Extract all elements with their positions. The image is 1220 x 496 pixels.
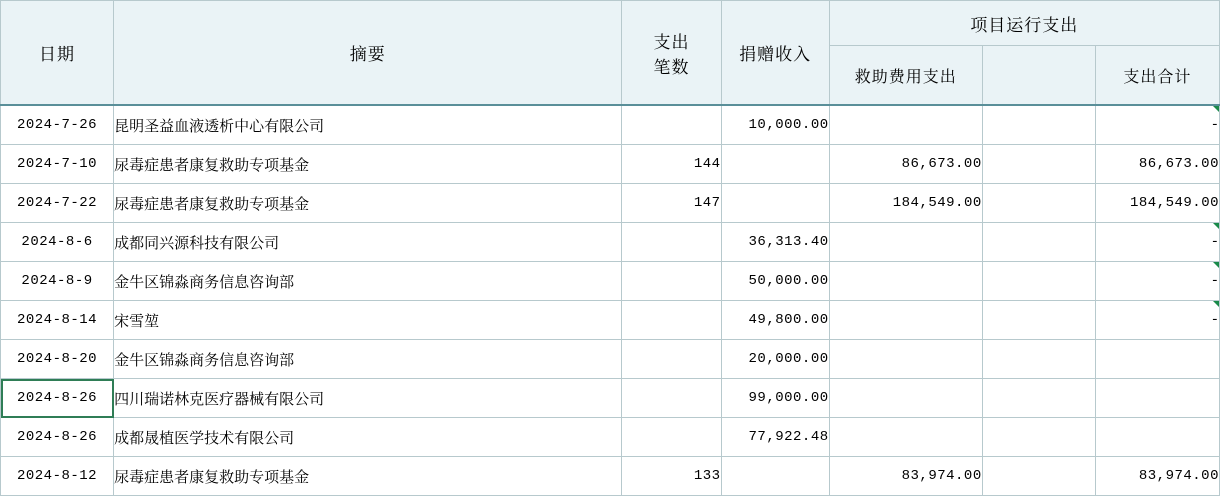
cell-count[interactable]: 133	[622, 457, 721, 496]
cell-date[interactable]: 2024-8-12	[1, 457, 114, 496]
cell-count[interactable]: 144	[622, 145, 721, 184]
cell-total-expense[interactable]: -	[1095, 223, 1219, 262]
cell-summary[interactable]: 成都晟植医学技术有限公司	[114, 418, 622, 457]
cell-aid-expense[interactable]: 83,974.00	[829, 457, 982, 496]
cell-aid-expense[interactable]: 86,673.00	[829, 145, 982, 184]
table-row[interactable]	[1, 223, 1220, 262]
cell-blank[interactable]	[982, 418, 1095, 457]
cell-summary[interactable]: 金牛区锦淼商务信息咨询部	[114, 262, 622, 301]
cell-blank[interactable]	[982, 457, 1095, 496]
header-project-expense-group[interactable]: 项目运行支出	[829, 1, 1219, 46]
table-row[interactable]	[1, 145, 1220, 184]
header-date[interactable]: 日期	[1, 1, 114, 106]
cell-donation-income[interactable]	[721, 184, 829, 223]
header-donation-income[interactable]: 捐赠收入	[721, 1, 829, 106]
cell-aid-expense[interactable]	[829, 379, 982, 418]
cell-summary[interactable]: 金牛区锦淼商务信息咨询部	[114, 340, 622, 379]
header-row-1	[1, 1, 1220, 46]
cell-blank[interactable]	[982, 184, 1095, 223]
cell-date[interactable]: 2024-8-26	[1, 418, 114, 457]
cell-count[interactable]	[622, 379, 721, 418]
cell-date[interactable]: 2024-8-9	[1, 262, 114, 301]
cell-blank[interactable]	[982, 301, 1095, 340]
cell-donation-income[interactable]: 49,800.00	[721, 301, 829, 340]
cell-donation-income[interactable]: 36,313.40	[721, 223, 829, 262]
cell-donation-income[interactable]: 99,000.00	[721, 379, 829, 418]
cell-date[interactable]: 2024-8-26	[1, 379, 114, 418]
cell-summary[interactable]: 四川瑞诺林克医疗器械有限公司	[114, 379, 622, 418]
cell-total-expense[interactable]: 184,549.00	[1095, 184, 1219, 223]
cell-donation-income[interactable]	[721, 145, 829, 184]
cell-blank[interactable]	[982, 223, 1095, 262]
table-row[interactable]	[1, 457, 1220, 496]
header-blank-column[interactable]	[982, 46, 1095, 106]
cell-total-expense[interactable]: -	[1095, 301, 1219, 340]
cell-aid-expense[interactable]	[829, 418, 982, 457]
cell-blank[interactable]	[982, 262, 1095, 301]
cell-donation-income[interactable]: 20,000.00	[721, 340, 829, 379]
cell-summary[interactable]: 宋雪堃	[114, 301, 622, 340]
cell-blank[interactable]	[982, 145, 1095, 184]
cell-donation-income[interactable]: 50,000.00	[721, 262, 829, 301]
table-row[interactable]	[1, 379, 1220, 418]
cell-count[interactable]: 147	[622, 184, 721, 223]
cell-count[interactable]	[622, 418, 721, 457]
cell-date[interactable]: 2024-8-14	[1, 301, 114, 340]
header-aid-expense[interactable]: 救助费用支出	[829, 46, 982, 106]
cell-total-expense[interactable]: 83,974.00	[1095, 457, 1219, 496]
cell-date[interactable]: 2024-7-26	[1, 105, 114, 145]
cell-date[interactable]: 2024-8-20	[1, 340, 114, 379]
cell-total-expense[interactable]	[1095, 379, 1219, 418]
cell-aid-expense[interactable]	[829, 340, 982, 379]
cell-donation-income[interactable]: 77,922.48	[721, 418, 829, 457]
table-row[interactable]	[1, 301, 1220, 340]
table-body	[1, 105, 1220, 496]
cell-summary[interactable]: 成都同兴源科技有限公司	[114, 223, 622, 262]
table-row[interactable]	[1, 418, 1220, 457]
cell-summary[interactable]: 尿毒症患者康复救助专项基金	[114, 145, 622, 184]
cell-count[interactable]	[622, 301, 721, 340]
cell-date[interactable]: 2024-7-22	[1, 184, 114, 223]
cell-count[interactable]	[622, 340, 721, 379]
header-count[interactable]	[622, 1, 721, 106]
cell-blank[interactable]	[982, 379, 1095, 418]
cell-date[interactable]: 2024-7-10	[1, 145, 114, 184]
cell-summary[interactable]: 尿毒症患者康复救助专项基金	[114, 457, 622, 496]
cell-total-expense[interactable]	[1095, 418, 1219, 457]
cell-total-expense[interactable]	[1095, 340, 1219, 379]
cell-blank[interactable]	[982, 105, 1095, 145]
cell-donation-income[interactable]	[721, 457, 829, 496]
cell-aid-expense[interactable]	[829, 301, 982, 340]
cell-total-expense[interactable]: 86,673.00	[1095, 145, 1219, 184]
table-row[interactable]	[1, 340, 1220, 379]
cell-aid-expense[interactable]	[829, 105, 982, 145]
header-total-expense[interactable]: 支出合计	[1095, 46, 1219, 106]
cell-donation-income[interactable]: 10,000.00	[721, 105, 829, 145]
cell-aid-expense[interactable]: 184,549.00	[829, 184, 982, 223]
header-count-line2: 笔数	[653, 57, 690, 77]
cell-blank[interactable]	[982, 340, 1095, 379]
cell-summary[interactable]: 尿毒症患者康复救助专项基金	[114, 184, 622, 223]
cell-aid-expense[interactable]	[829, 223, 982, 262]
header-count-line1: 支出	[653, 32, 690, 52]
table-row[interactable]	[1, 184, 1220, 223]
table-row[interactable]	[1, 105, 1220, 145]
cell-summary[interactable]: 昆明圣益血液透析中心有限公司	[114, 105, 622, 145]
cell-count[interactable]	[622, 105, 721, 145]
table-header	[1, 1, 1220, 106]
cell-total-expense[interactable]: -	[1095, 262, 1219, 301]
cell-aid-expense[interactable]	[829, 262, 982, 301]
cell-count[interactable]	[622, 262, 721, 301]
header-summary[interactable]: 摘要	[114, 1, 622, 106]
table-row[interactable]	[1, 262, 1220, 301]
cell-total-expense[interactable]: -	[1095, 105, 1219, 145]
cell-count[interactable]	[622, 223, 721, 262]
cell-date[interactable]: 2024-8-6	[1, 223, 114, 262]
